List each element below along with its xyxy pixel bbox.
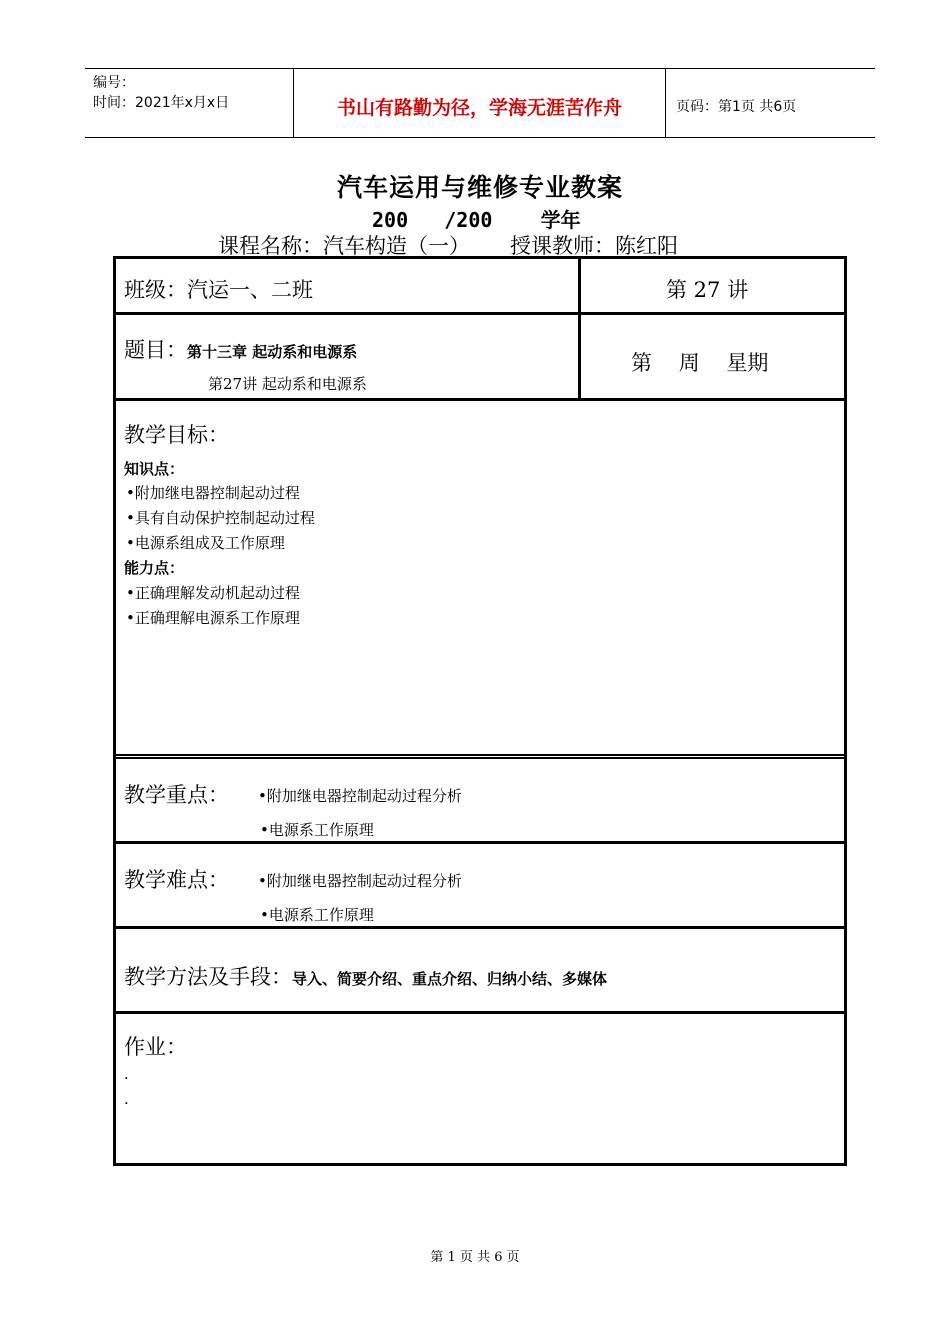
page-info: 页码：第1页 共6页 [676, 99, 797, 115]
topic-cell [124, 334, 357, 364]
document-title: 汽车运用与维修专业教案 [336, 173, 623, 202]
lecture-cell: 第 27 讲 [666, 278, 749, 302]
methods-label: 教学方法及手段： [124, 965, 292, 989]
homework-label: 作业： [124, 1035, 187, 1059]
objectives-label: 教学目标： [124, 423, 229, 447]
difficulty-item: •附加继电器控制起动过程分析 [258, 872, 462, 890]
ability-item: •正确理解电源系工作原理 [126, 609, 300, 627]
methods-cell [124, 961, 607, 991]
header-meta [85, 69, 294, 137]
row-divider [116, 754, 844, 759]
row-divider [116, 398, 844, 401]
key-point-item: •附加继电器控制起动过程分析 [258, 787, 462, 805]
lesson-plan-table [113, 256, 847, 1166]
key-point-item: •电源系工作原理 [260, 821, 374, 839]
row-divider [116, 841, 844, 844]
page-footer: 第 1 页 共 6 页 [430, 1250, 520, 1265]
ability-label: 能力点： [124, 559, 185, 577]
row-divider [116, 926, 844, 929]
class-cell: 班级：汽运一、二班 [124, 278, 313, 302]
page-header [85, 68, 875, 138]
topic-lecture: 第27讲 起动系和电源系 [208, 375, 367, 393]
column-divider [578, 259, 581, 399]
topic-chapter: 第十三章 起动系和电源系 [187, 343, 358, 361]
academic-year: 200 /200 学年 [372, 208, 581, 232]
difficulty-item: •电源系工作原理 [260, 906, 374, 924]
homework-item: . [124, 1065, 129, 1083]
homework-item: . [124, 1090, 129, 1108]
row-divider [116, 312, 844, 315]
knowledge-label: 知识点： [124, 460, 185, 478]
time-label: 时间：2021年x月x日 [93, 95, 230, 111]
knowledge-item: •具有自动保护控制起动过程 [126, 509, 315, 527]
motto: 书山有路勤为径，学海无涯苦作舟 [294, 69, 666, 137]
difficulties-label: 教学难点： [124, 868, 229, 892]
knowledge-item: •电源系组成及工作原理 [126, 534, 285, 552]
methods-value: 导入、简要介绍、重点介绍、归纳小结、多媒体 [292, 970, 608, 988]
topic-label: 题目： [124, 338, 187, 362]
key-points-label: 教学重点： [124, 783, 229, 807]
week-cell: 第 周 星期 [631, 351, 769, 375]
course-line: 课程名称：汽车构造（一） 授课教师：陈红阳 [218, 234, 679, 258]
ability-item: •正确理解发动机起动过程 [126, 584, 300, 602]
row-divider [116, 1011, 844, 1014]
knowledge-item: •附加继电器控制起动过程 [126, 484, 300, 502]
number-label: 编号： [93, 75, 135, 91]
